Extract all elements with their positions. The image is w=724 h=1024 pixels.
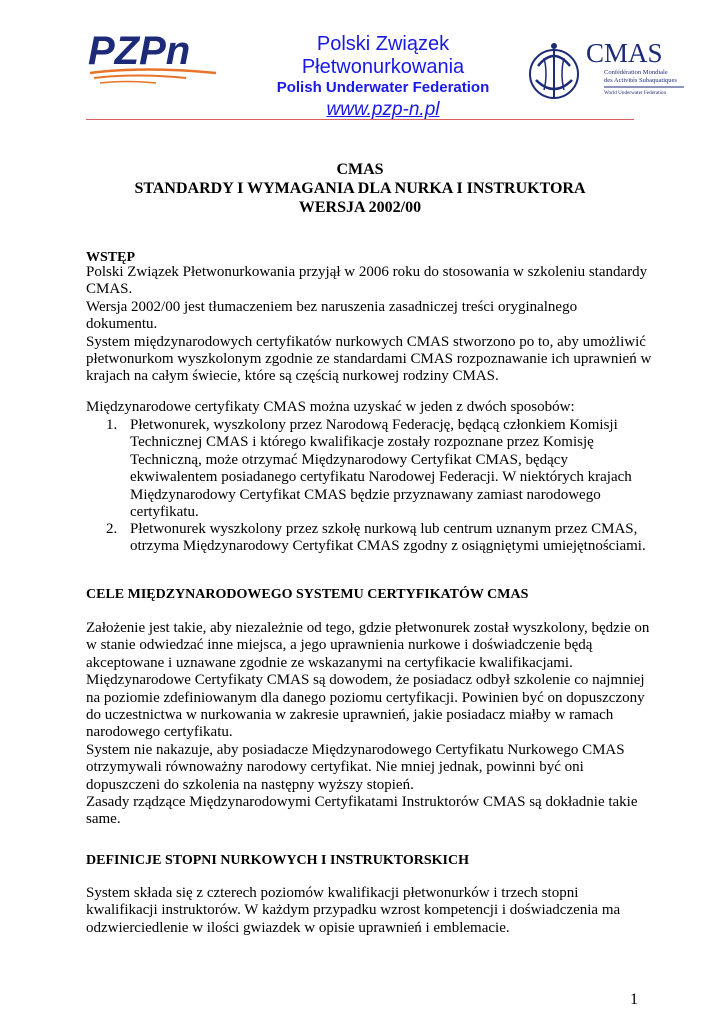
cmas-logo-line3: World Underwater Federation: [604, 90, 667, 96]
text-line: narodowego certyfikatu.: [86, 724, 233, 741]
definitions-paragraph: [86, 885, 646, 937]
cmas-logo-line2: des Activités Subaquatiques: [604, 77, 677, 84]
text-line: CMAS.: [86, 281, 133, 298]
intro-paragraph: [86, 264, 652, 386]
text-line: Założenie jest takie, aby niezależnie od tego, gdzie płetwonurek został wyszkolony, będzie on: [86, 620, 650, 636]
text-line: dopuszczeni do szkolenia na następny wyższy stopień.: [86, 776, 414, 793]
text-line: otrzymywali równoważny narodowy certyfikat. Nie mniej jednak, powinni być oni: [86, 759, 584, 776]
text-line: kwalifikacji instruktorów. W każdym przypadku wzrost kompetencji i doświadczenia ma: [86, 902, 621, 919]
section-heading-definitions: DEFINICJE STOPNI NURKOWYCH I INSTRUKTORSKICH: [86, 853, 469, 868]
website-link[interactable]: www.pzp-n.pl: [326, 99, 440, 120]
pzpn-logo-text: PZPn: [88, 29, 191, 73]
text-line: ekwiwalentem posiadanego certyfikatu Narodowej Federacji. W niektórych krajach: [130, 469, 632, 486]
text-line: do uczestnictwa w nurkowania w zakresie uprawnień, jakie posiadacz miałby w ramach: [86, 707, 614, 724]
goals-paragraph: [86, 620, 650, 829]
text-line: Polski Związek Płetwonurkowania przyjął w 2006 roku do stosowania w szkoleniu standardy: [86, 264, 648, 280]
list-item: [130, 521, 650, 556]
document-title-line1: CMAS: [336, 161, 384, 178]
text-line: same.: [86, 811, 121, 828]
text-line: Technicznej CMAS i którego kwalifikacje zostały rozpoznane przez Komisję: [130, 434, 594, 451]
text-line: w stanie odwiedzać inne miejsca, a jego uprawnienia nurkowe i doświadczenie będą: [86, 637, 593, 654]
cmas-logo-acronym: CMAS: [586, 38, 663, 68]
section-heading-goals: CELE MIĘDZYNARODOWEGO SYSTEMU CERTYFIKATÓW CMAS: [86, 587, 529, 602]
text-line: System międzynarodowych certyfikatów nurkowych CMAS stworzono po to, aby umożliwić: [86, 333, 646, 350]
org-name-pl-line2: Płetwonurkowania: [301, 56, 465, 78]
text-line: na poziomie zdefiniowanym dla danego poziomu certyfikacji. Powinien być on dopuszczony: [86, 689, 645, 706]
list-item: [130, 417, 650, 521]
text-line: Płetwonurek, wyszkolony przez Narodową Federację, będącą członkiem Komisji: [130, 417, 618, 433]
text-line: płetwonurkom wyszkolonym zgodnie ze standardami CMAS rozpoznawanie ich uprawnień w: [86, 351, 652, 368]
pzpn-logo: [86, 26, 232, 92]
text-line: Międzynarodowy Certyfikat CMAS będzie przyznawany zamiast narodowego: [130, 486, 601, 503]
text-line: Płetwonurek wyszkolony przez szkołę nurkową lub centrum uznanym przez CMAS,: [130, 521, 638, 537]
text-line: Zasady rządzące Międzynarodowymi Certyfikatami Instruktorów CMAS są dokładnie takie: [86, 794, 638, 811]
list-number: 2.: [106, 521, 118, 537]
section-heading-intro: WSTĘP: [86, 250, 136, 265]
text-line: krajach na całym świecie, które są częścią nurkowej rodziny CMAS.: [86, 368, 499, 385]
text-line: odzwierciedlenie w ilości gwiazdek w opisie uprawnień i emblemacie.: [86, 919, 510, 936]
text-line: certyfikatu.: [130, 504, 199, 521]
list-number: 1.: [106, 417, 118, 433]
text-line: Techniczną, może otrzymać Międzynarodowy Certyfikat CMAS, będący: [130, 451, 568, 468]
header-divider: [86, 119, 634, 120]
document-title-line2: STANDARDY I WYMAGANIA DLA NURKA I INSTRUKTORA: [134, 180, 586, 197]
page-number: 1: [630, 991, 638, 1008]
org-name-pl-line1: Polski Związek: [316, 33, 450, 55]
text-line: System składa się z czterech poziomów kwalifikacji płetwonurków i trzech stopni: [86, 885, 579, 901]
text-line: dokumentu.: [86, 316, 158, 333]
text-line: Międzynarodowe Certyfikaty CMAS są dowodem, że posiadacz odbył szkolenie co najmniej: [86, 672, 645, 689]
document-title-line3: WERSJA 2002/00: [298, 199, 422, 216]
ways-intro: Międzynarodowe certyfikaty CMAS można uzyskać w jeden z dwóch sposobów:: [86, 399, 575, 415]
cmas-logo: [526, 36, 686, 108]
text-line: akceptowane i uznawane zgodnie ze wskazanymi na certyfikacie kwalifikacjami.: [86, 654, 573, 671]
org-name-en: Polish Underwater Federation: [276, 79, 490, 96]
text-line: System nie nakazuje, aby posiadacze Międzynarodowego Certyfikatu Nurkowego CMAS: [86, 741, 625, 758]
text-line: otrzyma Międzynarodowy Certyfikat CMAS zgodny z osiągniętymi umiejętnościami.: [130, 538, 646, 555]
cmas-logo-line1: Confédération Mondiale: [604, 69, 668, 76]
text-line: Wersja 2002/00 jest tłumaczeniem bez naruszenia zasadniczej treści oryginalnego: [86, 298, 578, 315]
